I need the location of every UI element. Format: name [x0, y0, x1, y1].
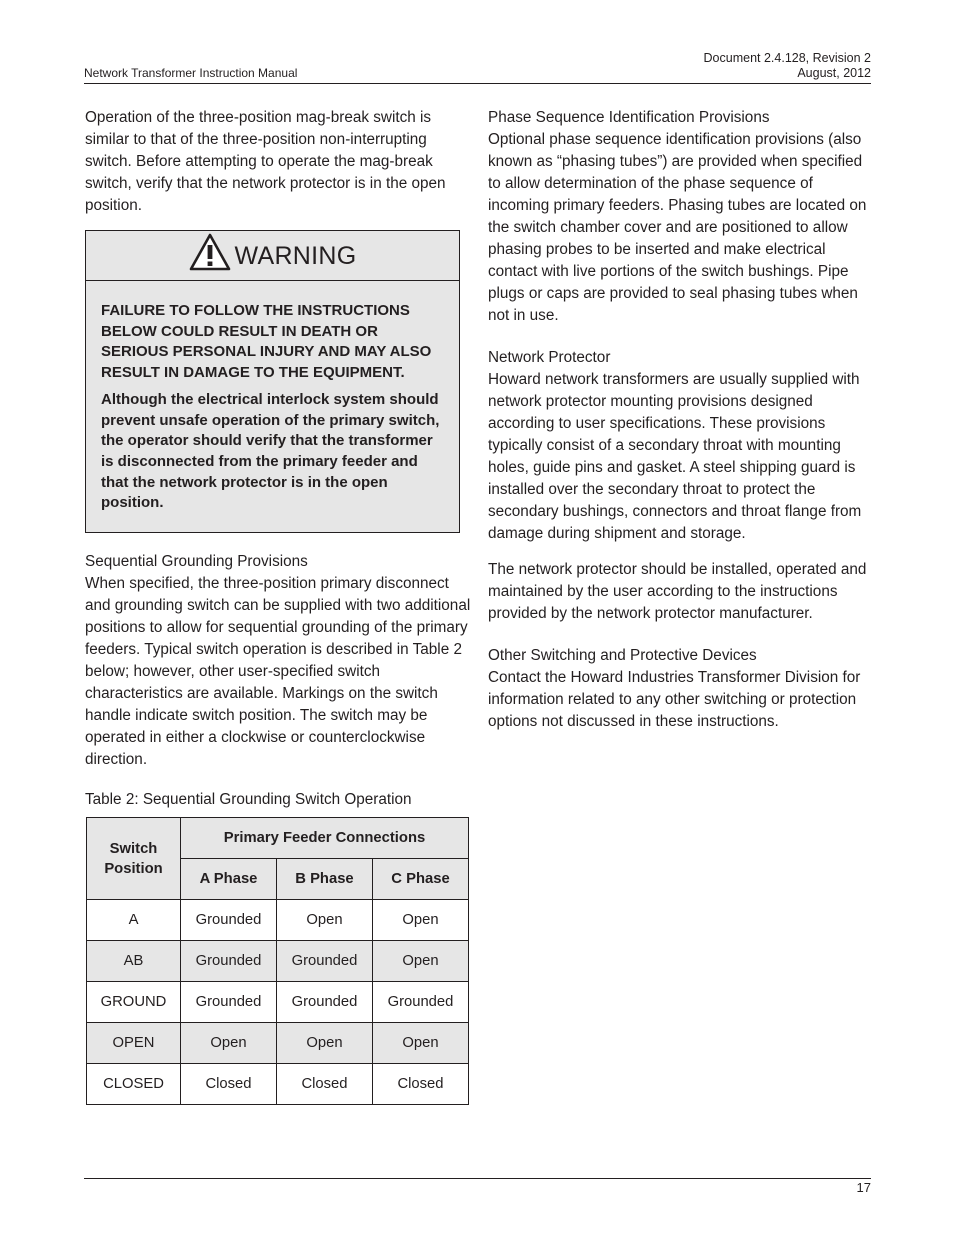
section-body: Contact the Howard Industries Transformer Division for information related to any other switching or protection options not discussed in these instructions.: [488, 669, 861, 730]
footer-rule: [84, 1178, 871, 1179]
warning-box: [85, 230, 460, 533]
table-header-switch-position: Switch Position: [87, 818, 181, 900]
table-cell: Open: [181, 1023, 277, 1064]
table-row: [87, 1023, 469, 1064]
warning-triangle-icon: [189, 233, 231, 278]
table-cell: Open: [276, 1023, 372, 1064]
table-cell: Grounded: [372, 982, 468, 1023]
right-column: [488, 107, 874, 733]
table-cell: Grounded: [181, 982, 277, 1023]
section-body: Optional phase sequence identification provisions (also known as “phasing tubes”) are provided when specified to allow determination of the phase sequence of incoming primary feeders. Phasing tubes are located on the switch chamber cover and are positioned to allow phasing probes to be inserted and make electrical contact with live portions of the switch bushings. Pipe plugs or caps are provided to seal phasing tubes when not in use.: [488, 131, 867, 324]
table-header-b-phase: B Phase: [276, 859, 372, 900]
table-row: [87, 900, 469, 941]
table-cell: Open: [372, 900, 468, 941]
table-cell: Closed: [372, 1064, 468, 1105]
switch-operation-table: [86, 817, 469, 1105]
table-cell: Closed: [181, 1064, 277, 1105]
section-heading: Phase Sequence Identification Provisions: [488, 109, 770, 126]
warning-paragraph: FAILURE TO FOLLOW THE INSTRUCTIONS BELOW COULD RESULT IN DEATH OR SERIOUS PERSONAL INJURY AND MAY ALSO RESULT IN DAMAGE TO THE EQUIPMENT.: [101, 302, 432, 382]
table-row: [87, 941, 469, 982]
table-row: [87, 982, 469, 1023]
section-heading: Network Protector: [488, 349, 611, 366]
table-cell: GROUND: [87, 982, 181, 1023]
document-info: [704, 51, 871, 81]
table-cell: Open: [372, 941, 468, 982]
table-row: [87, 1064, 469, 1105]
table-cell: OPEN: [87, 1023, 181, 1064]
section-body: When specified, the three-position primary disconnect and grounding switch can be supplied with two additional positions to allow for sequential grounding of the primary feeders. Typical switch operation is described in Table 2 below; however, other user-specified switch characteristics are available. Markings on the switch handle indicate switch position. The switch may be operated in either a clockwise or counterclockwise direction.: [85, 575, 471, 769]
warning-title: WARNING: [234, 241, 357, 270]
table-cell: Open: [276, 900, 372, 941]
intro-paragraph: Operation of the three-position mag-break switch is similar to that of the three-position non-interrupting switch. Before attempting to operate the mag-break switch, verify that the network protector is in the open position.: [85, 109, 446, 214]
table-cell: A: [87, 900, 181, 941]
document-number: Document 2.4.128, Revision 2: [703, 51, 871, 65]
section-heading: Sequential Grounding Provisions: [85, 553, 308, 571]
section-body: Howard network transformers are usually supplied with network protector mounting provisions designed according to user specifications. These provisions typically consist of a secondary throat with mounting holes, guide pins and gasket. A steel shipping guard is installed over the secondary throat to protect the secondary bushings, connectors and throat flange from damage during shipment and storage.: [488, 371, 862, 542]
warning-header: [86, 231, 459, 281]
table-header-primary-feeder: Primary Feeder Connections: [181, 818, 469, 859]
page-header: [84, 52, 871, 84]
warning-paragraph: Although the electrical interlock system should prevent unsafe operation of the primary switch, the operator should verify that the transformer is disconnected from the primary feeder and that the network protector is in the open position.: [101, 390, 440, 512]
table-cell: Grounded: [181, 941, 277, 982]
table-header-a-phase: A Phase: [181, 859, 277, 900]
left-column: [85, 107, 470, 1105]
table-header-c-phase: C Phase: [372, 859, 468, 900]
page-number: 17: [856, 1180, 871, 1195]
section-body: The network protector should be installed, operated and maintained by the user according to the instructions provided by the network protector manufacturer.: [488, 561, 867, 622]
warning-body: [86, 281, 459, 532]
table-cell: Grounded: [276, 982, 372, 1023]
document-date: August, 2012: [797, 66, 871, 80]
table-cell: Closed: [276, 1064, 372, 1105]
table-caption: Table 2: Sequential Grounding Switch Operation: [85, 791, 412, 809]
table-cell: Grounded: [276, 941, 372, 982]
manual-title: Network Transformer Instruction Manual: [84, 66, 298, 80]
section-heading: Other Switching and Protective Devices: [488, 647, 757, 664]
table-cell: CLOSED: [87, 1064, 181, 1105]
table-cell: AB: [87, 941, 181, 982]
table-cell: Grounded: [181, 900, 277, 941]
table-cell: Open: [372, 1023, 468, 1064]
